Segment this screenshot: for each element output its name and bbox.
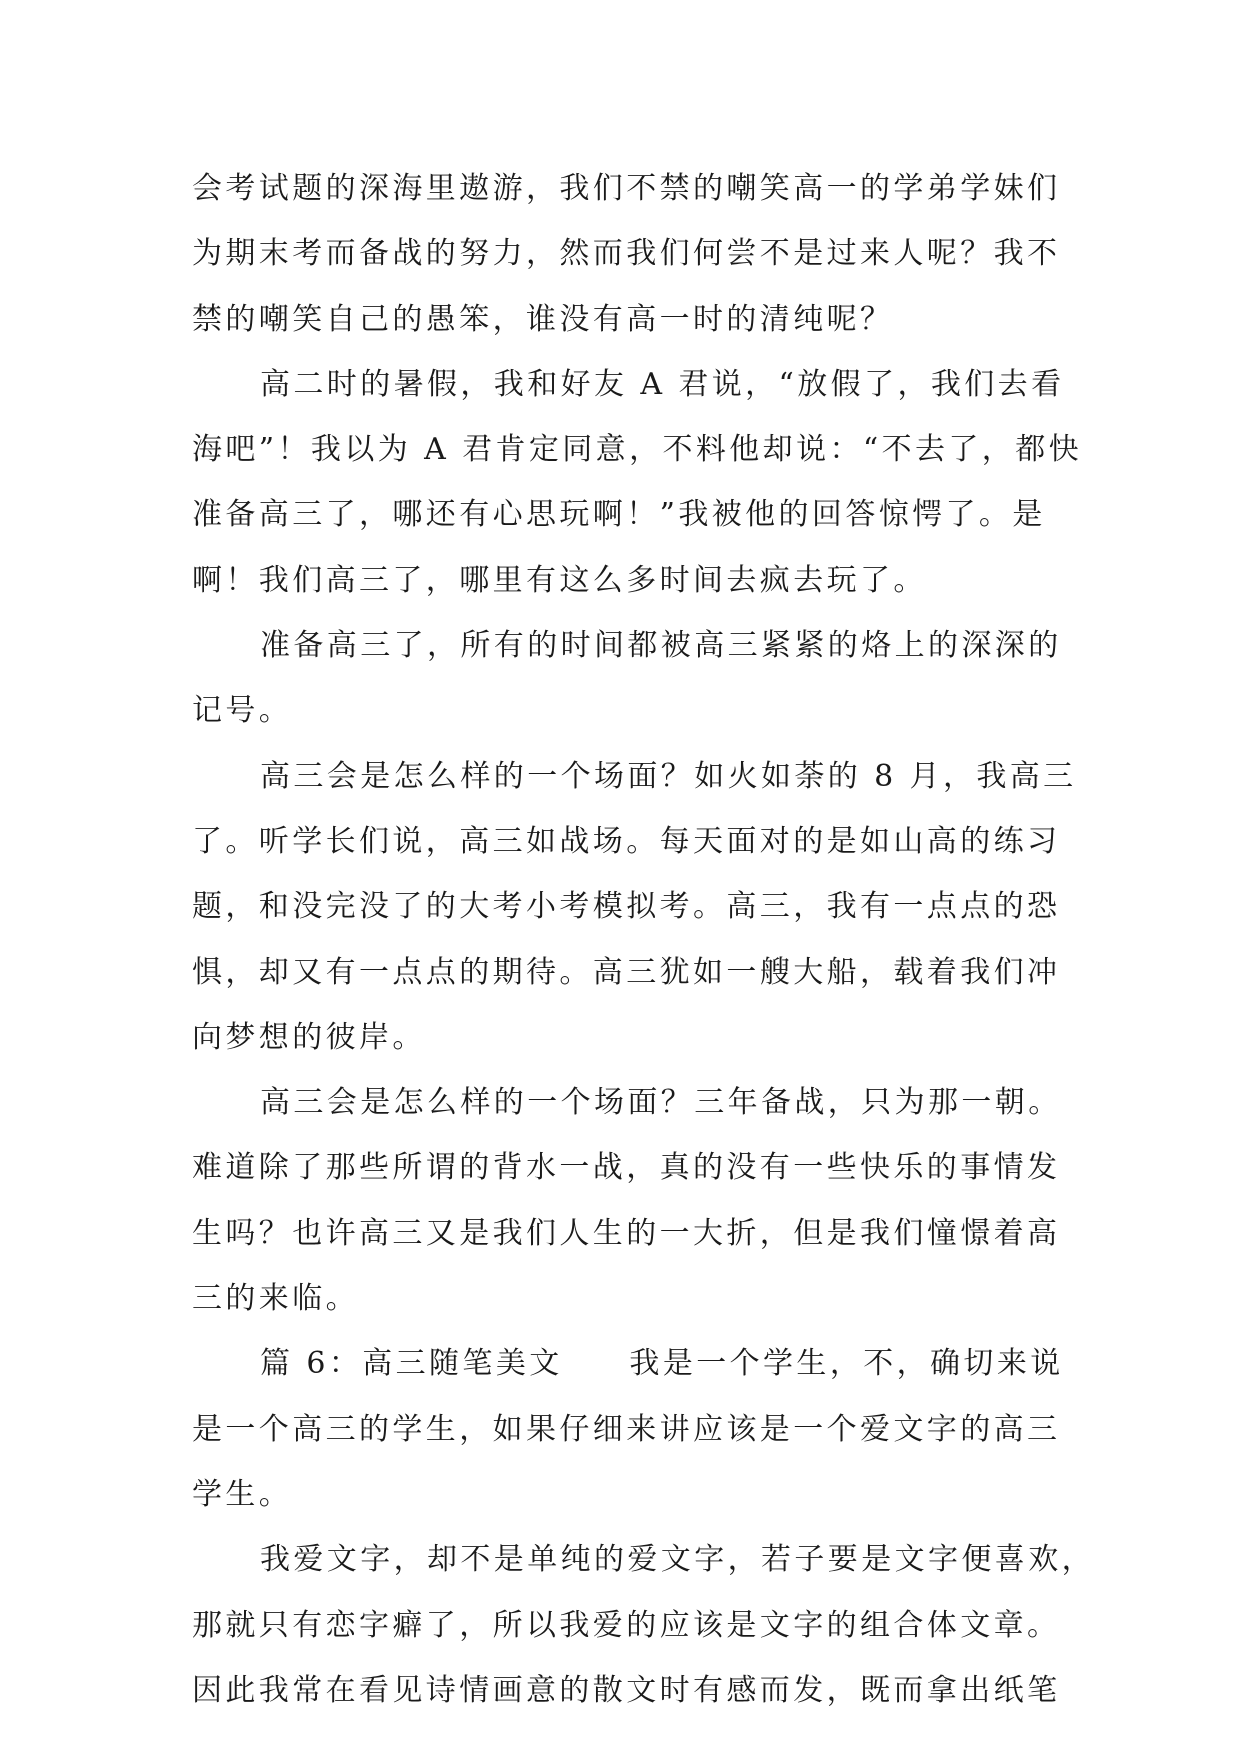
section-heading-line: 篇 6：高三随笔美文 我是一个学生，不，确切来说 [260, 1346, 1064, 1382]
text-line: 因此我常在看见诗情画意的散文时有感而发，既而拿出纸笔 [192, 1672, 1061, 1708]
text-line: 是一个高三的学生，如果仔细来讲应该是一个爱文字的高三 [192, 1411, 1061, 1447]
text-line: 学生。 [192, 1476, 293, 1512]
paragraph-first-line: 我爱文字，却不是单纯的爱文字，若子要是文字便喜欢， [260, 1542, 1095, 1578]
text-line: 惧，却又有一点点的期待。高三犹如一艘大船，载着我们冲 [192, 954, 1061, 990]
text-line: 准备高三了，哪还有心思玩啊！”我被他的回答惊愕了。是 [192, 497, 1046, 533]
text-line: 生吗？也许高三又是我们人生的一大折，但是我们憧憬着高 [192, 1215, 1061, 1251]
text-line: 难道除了那些所谓的背水一战，真的没有一些快乐的事情发 [192, 1150, 1061, 1186]
text-line: 记号。 [192, 693, 293, 729]
paragraph-first-line: 高二时的暑假，我和好友 A 君说，“放假了，我们去看 [260, 366, 1065, 402]
text-line: 三的来临。 [192, 1281, 359, 1317]
text-line: 会考试题的深海里遨游，我们不禁的嘲笑高一的学弟学妹们 [192, 171, 1061, 206]
paragraph-first-line: 准备高三了，所有的时间都被高三紧紧的烙上的深深的 [260, 628, 1062, 664]
text-line: 向梦想的彼岸。 [192, 1019, 426, 1055]
text-line: 啊！我们高三了，哪里有这么多时间去疯去玩了。 [192, 562, 927, 598]
paragraph-first-line: 高三会是怎么样的一个场面？如火如荼的 8 月，我高三 [260, 758, 1077, 794]
text-line: 为期末考而备战的努力，然而我们何尝不是过来人呢？我不 [192, 236, 1061, 272]
text-line: 那就只有恋字癖了，所以我爱的应该是文字的组合体文章。 [192, 1607, 1061, 1643]
text-line: 题，和没完没了的大考小考模拟考。高三，我有一点点的恐 [192, 889, 1061, 925]
text-line: 了。听学长们说，高三如战场。每天面对的是如山高的练习 [192, 823, 1061, 859]
text-line: 海吧”！我以为 A 君肯定同意，不料他却说：“不去了，都快 [192, 432, 1083, 468]
paragraph-first-line: 高三会是怎么样的一个场面？三年备战，只为那一朝。 [260, 1085, 1062, 1121]
text-line: 禁的嘲笑自己的愚笨，谁没有高一时的清纯呢？ [192, 301, 894, 337]
body-text [192, 156, 1095, 1723]
